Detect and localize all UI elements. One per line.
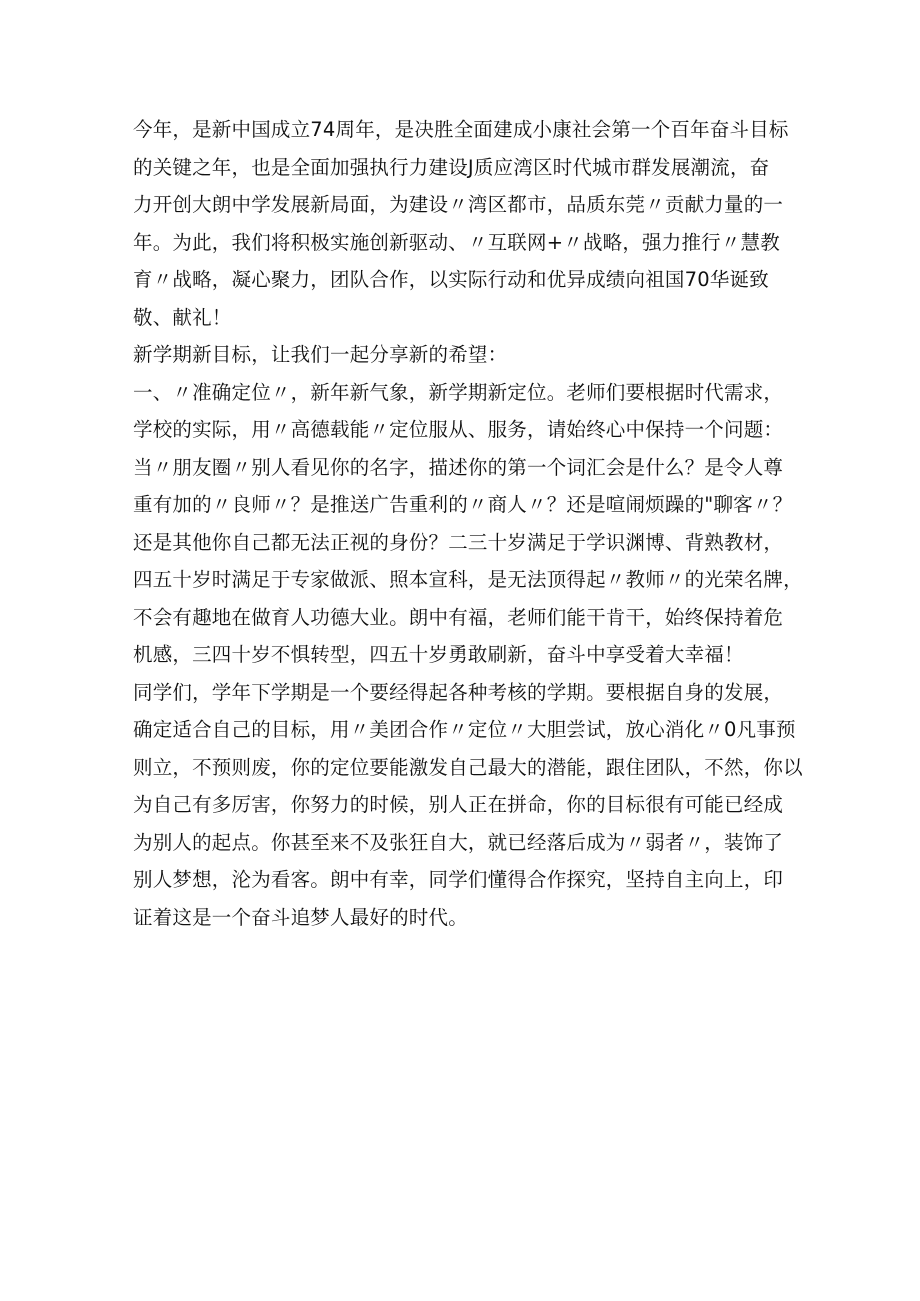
text-line: 一、〃准确定位〃，新年新气象，新学期新定位。老师们要根据时代需求，: [133, 380, 784, 404]
text-line: 机感，三四十岁不惧转型，四五十岁勇敢刷新，奋斗中享受着大幸福！: [133, 643, 744, 666]
text-line: 新学期新目标，让我们一起分享新的希望：: [133, 343, 508, 366]
text-line: 别人梦想，沦为看客。朗中有幸，同学们懂得合作探究，坚持自主向上，印: [133, 868, 784, 891]
text-line: 敬、献礼！: [133, 305, 232, 329]
text-line: 的关键之年，也是全面加强执行力建设J质应湾区时代城市群发展潮流，奋: [133, 155, 770, 179]
text-line: 学校的实际，用〃高德载能〃定位服从、服务，请始终心中保持一个问题：: [133, 418, 784, 441]
text-line: 为别人的起点。你甚至来不及张狂自大，就已经落后成为〃弱者〃，装饰了: [133, 830, 784, 854]
text-line: 则立，不预则废，你的定位要能激发自己最大的潜能，跟住团队，不然，你以: [133, 755, 803, 779]
document-body: [133, 111, 805, 936]
text-line: 育〃战略，凝心聚力，团队合作，以实际行动和优异成绩向祖国70华诞致: [133, 268, 769, 291]
text-line: 重有加的〃良师〃？是推送广告重利的〃商人〃？还是喧闹烦躁的"聊客〃？: [133, 493, 793, 516]
text-line: 确定适合自己的目标，用〃美团合作〃定位〃大胆尝试，放心消化〃0凡事预: [133, 718, 796, 741]
text-line: 证着这是一个奋斗追梦人最好的时代。: [133, 905, 468, 929]
text-line: 四五十岁时满足于专家做派、照本宣科，是无法顶得起〃教师〃的光荣名牌，: [133, 568, 803, 591]
text-line: 今年，是新中国成立74周年，是决胜全面建成小康社会第一个百年奋斗目标: [133, 118, 789, 141]
text-line: 为自己有多厉害，你努力的时候，别人正在拼命，你的目标很有可能已经成: [133, 793, 784, 816]
text-line: 当〃朋友圈〃别人看见你的名字，描述你的第一个词汇会是什么？是令人尊: [133, 455, 784, 479]
text-line: 不会有趣地在做育人功德大业。朗中有福，老师们能干肯干，始终保持着危: [133, 605, 784, 629]
text-line: 力开创大朗中学发展新局面，为建设〃湾区都市，品质东莞〃贡献力量的一: [133, 193, 784, 216]
text-line: 年。为此，我们将积极实施创新驱动、〃互联网+〃战略，强力推行〃慧教: [133, 230, 780, 254]
text-line: 同学们，学年下学期是一个要经得起各种考核的学期。要根据自身的发展，: [133, 680, 784, 704]
text-line: 还是其他你自己都无法正视的身份？二三十岁满足于学识渊博、背熟教材，: [133, 530, 784, 554]
